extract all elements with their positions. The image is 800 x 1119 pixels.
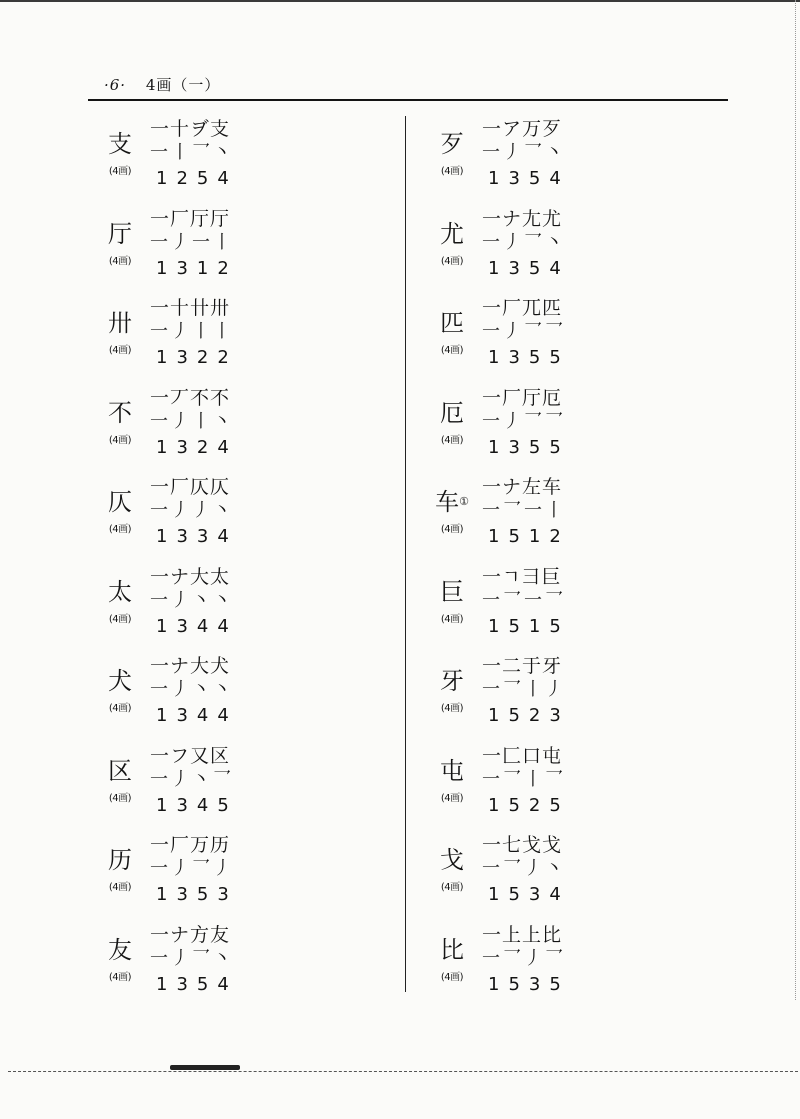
char-entry xyxy=(432,387,632,467)
stroke-code: 1523 xyxy=(488,705,570,726)
headword xyxy=(100,667,140,695)
stroke-code: 1344 xyxy=(156,615,238,637)
stroke-count: (4画) xyxy=(440,703,464,714)
bottom-smudge xyxy=(170,1065,240,1070)
headword-char: 厅 xyxy=(108,219,132,248)
stroke-code: 1322 xyxy=(156,347,238,368)
headword xyxy=(432,757,472,785)
headword xyxy=(432,578,472,606)
stroke-count: (4画) xyxy=(108,971,132,983)
stroke-list: 一丿丨丨 xyxy=(150,321,234,342)
stroke-code: 1254 xyxy=(156,168,238,189)
stroke-count: (4画) xyxy=(440,255,464,267)
stroke-build-sequence: 一厂万历 xyxy=(150,834,231,856)
stroke-count: (4画) xyxy=(440,792,464,804)
stroke-code: 1324 xyxy=(156,436,238,458)
stroke-build-sequence: 一二于牙 xyxy=(482,655,563,677)
char-entry xyxy=(432,924,632,1004)
headword xyxy=(432,667,472,695)
stroke-build-sequence: 一十卄卅 xyxy=(150,297,231,319)
stroke-build-sequence: 一厂仄仄 xyxy=(150,476,231,498)
headword xyxy=(432,488,472,516)
stroke-list: 一丿丶丶 xyxy=(150,679,234,700)
stroke-list: 一丿乛丿 xyxy=(150,858,234,879)
page-right-edge xyxy=(795,0,796,1000)
char-entry xyxy=(100,208,300,288)
stroke-code: 1355 xyxy=(488,347,570,368)
stroke-count: (4画) xyxy=(108,434,132,446)
char-entry xyxy=(100,118,300,198)
stroke-list: 一乛丨乛 xyxy=(482,768,566,790)
stroke-count: (4画) xyxy=(440,345,464,356)
char-entry xyxy=(432,655,632,735)
stroke-code: 1345 xyxy=(156,794,238,816)
char-entry xyxy=(432,297,632,377)
stroke-build-sequence: 一ナ大太 xyxy=(150,565,231,588)
char-entry xyxy=(100,924,300,1004)
stroke-count: (4画) xyxy=(108,524,132,535)
char-entry xyxy=(432,834,632,914)
stroke-count: (4画) xyxy=(108,166,132,177)
stroke-build-sequence: 一ナ左车 xyxy=(482,476,563,498)
stroke-build-sequence: 一ナ尢尤 xyxy=(482,207,563,230)
headword-char: 不 xyxy=(108,398,132,427)
stroke-code: 1534 xyxy=(488,884,570,905)
stroke-list: 一丿一丨 xyxy=(150,231,234,253)
headword xyxy=(432,309,472,337)
char-entry xyxy=(432,118,632,198)
stroke-build-sequence: 一七戈戈 xyxy=(482,834,563,856)
stroke-build-sequence: 一ㄱ彐巨 xyxy=(482,565,562,588)
char-entry xyxy=(100,655,300,735)
headword xyxy=(432,936,472,964)
stroke-code: 1354 xyxy=(488,168,570,189)
bottom-rule xyxy=(8,1071,798,1072)
char-entry xyxy=(100,745,300,825)
stroke-code: 1354 xyxy=(156,973,238,995)
stroke-list: 一乛丿丶 xyxy=(482,858,566,879)
headword-char: 匹 xyxy=(440,309,464,337)
stroke-build-sequence: 一厂厅厅 xyxy=(150,207,231,230)
stroke-count: (4画) xyxy=(108,792,132,804)
footnote-mark: ① xyxy=(459,495,469,508)
stroke-list: 一丿乛丶 xyxy=(482,142,566,163)
stroke-build-sequence: 一厂厅厄 xyxy=(482,386,563,409)
headword-char: 历 xyxy=(108,846,132,874)
page-header xyxy=(104,74,220,95)
headword-char: 比 xyxy=(440,935,464,964)
stroke-count: (4画) xyxy=(440,524,464,535)
char-entry xyxy=(100,297,300,377)
headword xyxy=(432,399,472,427)
headword xyxy=(100,757,140,785)
stroke-list: 一丿丶丶 xyxy=(150,589,234,611)
page-top-edge xyxy=(0,0,800,2)
stroke-list: 一丿乛乛 xyxy=(482,321,566,342)
headword xyxy=(432,846,472,874)
stroke-code: 1515 xyxy=(488,615,570,637)
char-entry xyxy=(100,566,300,646)
headword xyxy=(100,130,140,158)
stroke-code: 1312 xyxy=(156,257,238,279)
headword xyxy=(432,220,472,248)
stroke-count: (4画) xyxy=(108,882,132,893)
headword-char: 车 xyxy=(435,488,460,516)
char-entry xyxy=(432,745,632,825)
headword-char: 太 xyxy=(108,577,132,606)
headword xyxy=(100,399,140,427)
headword xyxy=(100,936,140,964)
char-entry xyxy=(432,476,632,556)
stroke-build-sequence: 一十ヺ支 xyxy=(150,118,231,140)
headword xyxy=(100,488,140,516)
headword-char: 尤 xyxy=(440,219,464,248)
headword xyxy=(100,309,140,337)
headword-char: 歹 xyxy=(440,130,464,158)
stroke-list: 一丿丨丶 xyxy=(150,410,234,432)
headword-char: 厄 xyxy=(440,398,464,427)
headword-char: 巨 xyxy=(440,577,464,606)
stroke-count: (4画) xyxy=(108,613,132,625)
stroke-build-sequence: 一厂兀匹 xyxy=(482,297,563,319)
stroke-build-sequence: 一ナ方友 xyxy=(150,923,231,946)
stroke-count: (4画) xyxy=(108,255,132,267)
stroke-count: (4画) xyxy=(440,166,464,177)
char-entry xyxy=(432,566,632,646)
stroke-code: 1344 xyxy=(156,705,238,726)
stroke-list: 一丿乛丶 xyxy=(482,231,566,253)
headword xyxy=(100,846,140,874)
stroke-code: 1353 xyxy=(156,884,238,905)
stroke-list: 一丿丿丶 xyxy=(150,500,234,521)
stroke-list: 一丿丶乛 xyxy=(150,768,234,790)
headword-char: 牙 xyxy=(440,667,464,695)
stroke-count: (4画) xyxy=(440,882,464,893)
headword-char: 卅 xyxy=(108,309,132,337)
stroke-list: 一丿乛丶 xyxy=(150,947,234,969)
headword-char: 犬 xyxy=(108,667,132,695)
headword-char: 戈 xyxy=(440,846,464,874)
stroke-build-sequence: 一ナ大犬 xyxy=(150,655,231,677)
char-entry xyxy=(100,834,300,914)
headword xyxy=(100,220,140,248)
stroke-build-sequence: 一ア万歹 xyxy=(482,118,563,140)
stroke-build-sequence: 一丆不不 xyxy=(150,386,231,409)
headword xyxy=(432,130,472,158)
header-rule xyxy=(88,99,728,101)
stroke-code: 1535 xyxy=(488,973,570,995)
stroke-count: (4画) xyxy=(108,345,132,356)
char-entry xyxy=(432,208,632,288)
stroke-count: (4画) xyxy=(440,434,464,446)
headword-char: 仄 xyxy=(108,488,132,516)
stroke-build-sequence: 一匚口屯 xyxy=(482,744,563,767)
stroke-list: 一乛一乛 xyxy=(482,589,566,611)
stroke-code: 1334 xyxy=(156,526,238,547)
stroke-code: 1512 xyxy=(488,526,570,547)
stroke-list: 一乛丿乛 xyxy=(482,947,566,969)
stroke-code: 1355 xyxy=(488,436,570,458)
stroke-count: (4画) xyxy=(108,703,132,714)
headword xyxy=(100,578,140,606)
stroke-code: 1525 xyxy=(488,794,570,816)
stroke-code: 1354 xyxy=(488,257,570,279)
stroke-list: 一丿乛乛 xyxy=(482,410,566,432)
stroke-count: (4画) xyxy=(440,971,464,983)
page-number: ·6· xyxy=(104,76,127,94)
headword-char: 区 xyxy=(108,756,132,785)
char-entry xyxy=(100,476,300,556)
stroke-build-sequence: 一フ又区 xyxy=(150,744,231,767)
headword-char: 支 xyxy=(108,130,132,158)
stroke-list: 一乛一丨 xyxy=(482,500,566,521)
stroke-list: 一乛丨丿 xyxy=(482,679,566,700)
headword-char: 友 xyxy=(108,935,132,964)
stroke-list: 一丨乛丶 xyxy=(150,142,234,163)
stroke-build-sequence: 一上上比 xyxy=(482,923,563,946)
section-title: 4画（一） xyxy=(145,76,221,94)
char-entry xyxy=(100,387,300,467)
stroke-count: (4画) xyxy=(440,613,464,625)
column-divider xyxy=(405,116,406,992)
headword-char: 屯 xyxy=(440,756,464,785)
